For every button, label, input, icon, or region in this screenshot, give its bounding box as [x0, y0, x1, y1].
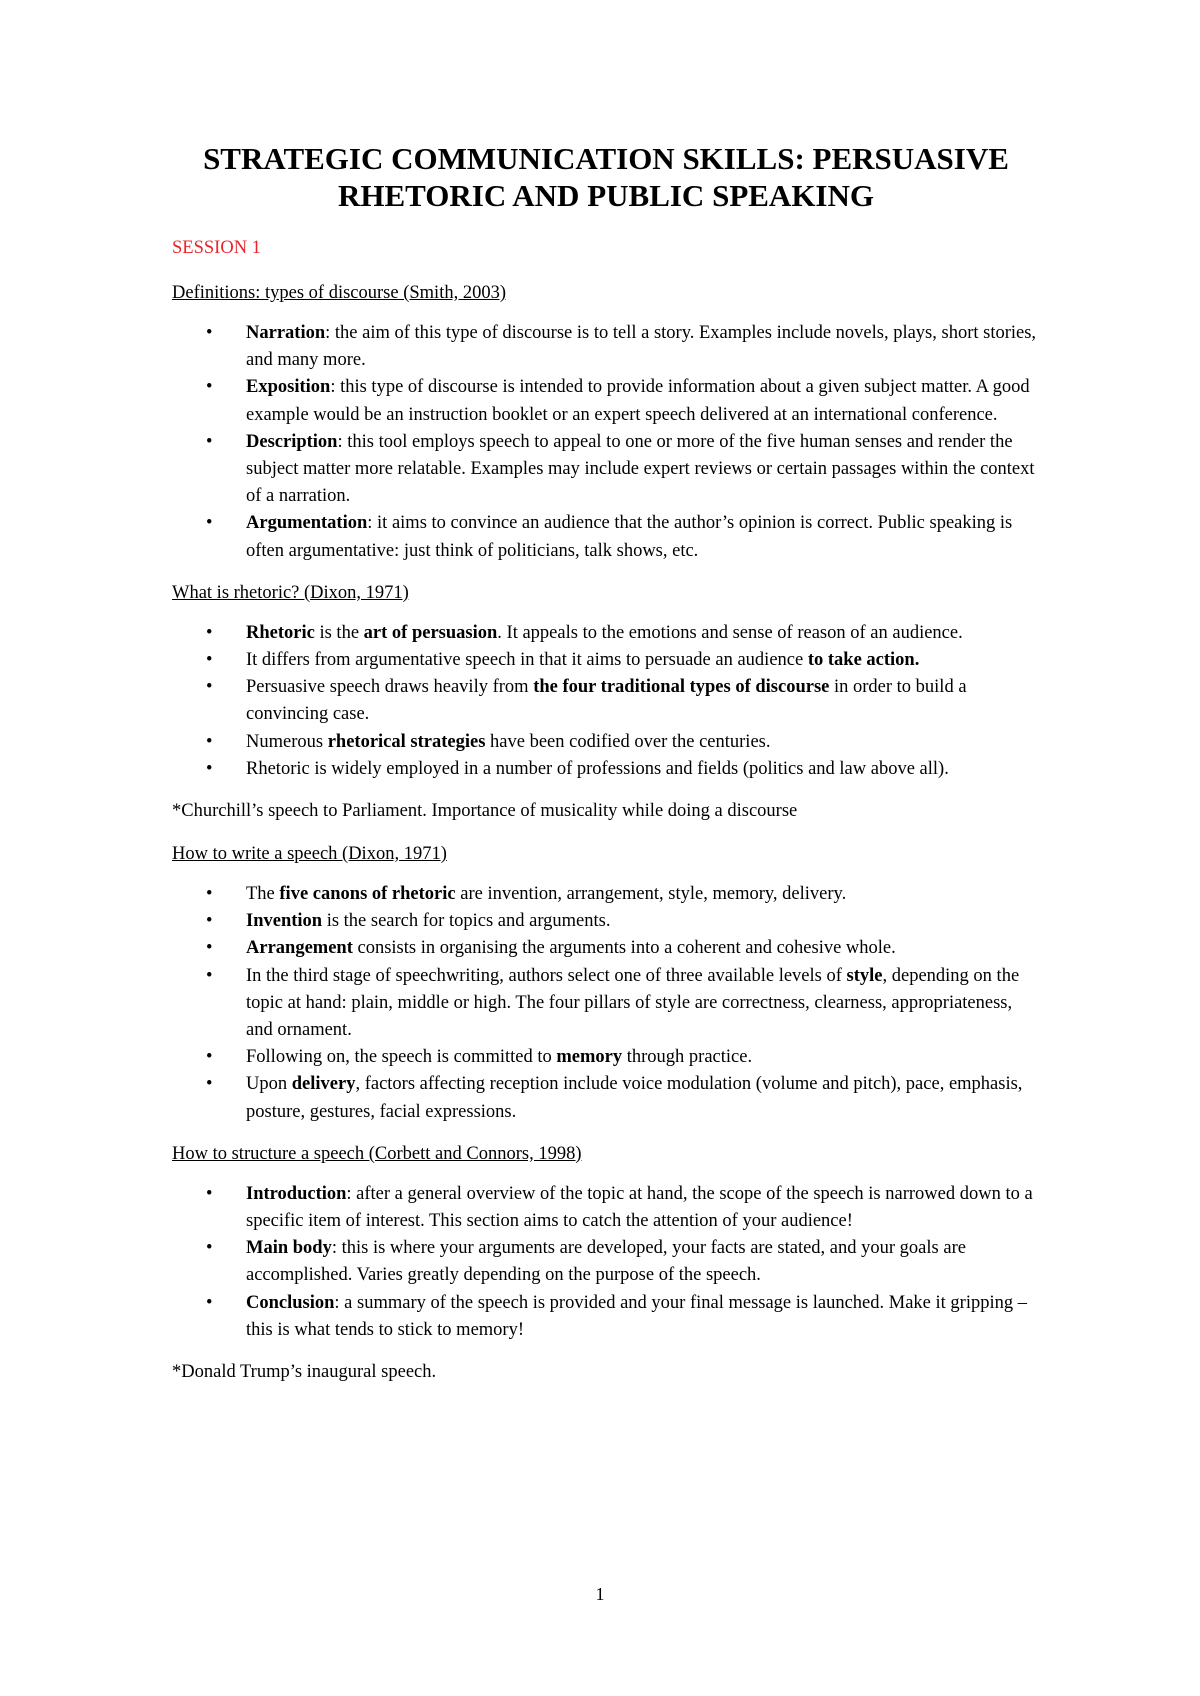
bold-term: Narration: [246, 323, 326, 343]
list-item: [172, 881, 1040, 908]
item-text: Upon: [246, 1074, 292, 1095]
page-number: 1: [595, 1584, 605, 1604]
item-text: is the: [314, 622, 364, 643]
item-text: : the aim of this type of discourse is to tell a story. Examples include novels, plays, short stories, and many more.: [246, 323, 1037, 371]
bullet-icon: •: [206, 965, 213, 986]
item-text: : this tool employs speech to appeal to one or more of the five human senses and render the subject matter more relatable. Examples may include expert reviews or certain passages within the context of a narration.: [246, 431, 1035, 507]
bullet-icon: •: [206, 731, 213, 752]
sections-container: [172, 281, 1040, 1384]
item-text: Persuasive speech draws heavily from: [246, 677, 534, 698]
bullet-icon: •: [206, 1292, 213, 1313]
bullet-icon: •: [206, 377, 213, 398]
list-item: [172, 963, 1040, 1045]
item-text: , depending on the topic at hand: plain, middle or high. The four pillars of style are correctness, clearness, appropriateness, and ornament.: [246, 965, 1020, 1041]
bullet-list: [172, 320, 1040, 565]
item-text: are invention, arrangement, style, memory, delivery.: [455, 884, 847, 905]
bold-term: Description: [246, 431, 338, 452]
item-text: It differs from argumentative speech in that it aims to persuade an audience: [246, 650, 808, 671]
item-text: : it aims to convince an audience that the author’s opinion is correct. Public speaking is often argumentative: just think of politicians, talk shows, etc.: [246, 513, 1013, 561]
bullet-icon: •: [206, 911, 213, 932]
item-text: is the search for topics and arguments.: [322, 911, 611, 932]
list-item: [172, 1181, 1040, 1235]
bold-term: Introduction: [246, 1183, 347, 1204]
bullet-icon: •: [206, 431, 213, 452]
item-text: In the third stage of speechwriting, authors select one of three available levels of: [246, 965, 847, 986]
bold-term: delivery: [291, 1074, 356, 1095]
section-note: *Churchill’s speech to Parliament. Importance of musicality while doing a discourse: [172, 801, 798, 822]
bullet-icon: •: [206, 1183, 213, 1204]
session-label: SESSION 1: [172, 238, 261, 258]
item-text: have been codified over the centuries.: [485, 731, 771, 752]
list-item: [172, 647, 1040, 674]
bullet-icon: •: [206, 1074, 213, 1095]
bold-term: style: [846, 965, 883, 986]
section-heading: Definitions: types of discourse (Smith, 2003): [172, 283, 506, 303]
page-title: STRATEGIC COMMUNICATION SKILLS: PERSUASIVE RHETORIC AND PUBLIC SPEAKING: [203, 141, 1009, 213]
section-heading: What is rhetoric? (Dixon, 1971): [172, 582, 409, 603]
bold-term: Invention: [246, 911, 323, 932]
bullet-icon: •: [206, 650, 213, 671]
bullet-list: [172, 1181, 1040, 1344]
bold-term: to take action.: [807, 650, 920, 671]
document-body: [172, 140, 1040, 1403]
bullet-icon: •: [206, 622, 213, 643]
item-text: , factors affecting reception include voice modulation (volume and pitch), pace, emphasis, posture, gestures, facial expressions.: [246, 1074, 1023, 1122]
list-item: [172, 1071, 1040, 1125]
bold-term: Rhetoric: [246, 622, 315, 643]
bullet-icon: •: [206, 884, 213, 905]
bullet-icon: •: [206, 1238, 213, 1259]
item-text: . It appeals to the emotions and sense of reason of an audience.: [497, 622, 963, 643]
bold-term: art of persuasion: [363, 622, 498, 643]
bullet-icon: •: [206, 513, 213, 534]
list-item: [172, 320, 1040, 374]
bullet-list: [172, 881, 1040, 1126]
list-item: [172, 908, 1040, 935]
list-item: [172, 620, 1040, 647]
item-text: Following on, the speech is committed to: [246, 1047, 557, 1068]
bold-term: rhetorical strategies: [327, 731, 486, 752]
item-text: : a summary of the speech is provided and your final message is launched. Make it gripping – this is what tends to stick to memory!: [246, 1292, 1027, 1340]
bold-term: five canons of rhetoric: [279, 884, 456, 905]
list-item: [172, 674, 1040, 728]
section-heading: How to write a speech (Dixon, 1971): [172, 844, 447, 865]
bold-term: memory: [556, 1047, 623, 1068]
bold-term: Conclusion: [246, 1292, 335, 1313]
bold-term: Arrangement: [246, 938, 353, 959]
list-item: [172, 510, 1040, 564]
bold-term: Argumentation: [246, 513, 368, 534]
bullet-icon: •: [206, 758, 213, 779]
item-text: consists in organising the arguments into a coherent and cohesive whole.: [352, 938, 896, 959]
bold-term: Main body: [246, 1238, 332, 1259]
list-item: [172, 729, 1040, 756]
item-text: : this is where your arguments are developed, your facts are stated, and your goals are accomplished. Varies greatly depending on the purpose of the speech.: [246, 1238, 966, 1286]
list-item: [172, 1290, 1040, 1344]
bullet-icon: •: [206, 1047, 213, 1068]
bullet-icon: •: [206, 938, 213, 959]
section-note: *Donald Trump’s inaugural speech.: [172, 1362, 437, 1383]
bullet-icon: •: [206, 677, 213, 698]
list-item: [172, 935, 1040, 962]
item-text: Numerous: [246, 731, 328, 752]
bold-term: the four traditional types of discourse: [533, 677, 830, 698]
item-text: through practice.: [622, 1047, 753, 1068]
bold-term: Exposition: [246, 377, 331, 398]
list-item: [172, 1235, 1040, 1289]
bullet-icon: •: [206, 323, 213, 343]
item-text: The: [246, 884, 280, 905]
item-text: : after a general overview of the topic at hand, the scope of the speech is narrowed down to a specific item of interest. This section aims to catch the attention of your audience!: [246, 1183, 1033, 1232]
item-text: : this type of discourse is intended to provide information about a given subject matter. A good example would be an instruction booklet or an expert speech delivered at an international conference.: [246, 377, 1030, 425]
item-text: Rhetoric is widely employed in a number of professions and fields (politics and law above all).: [246, 758, 949, 779]
bullet-list: [172, 620, 1040, 783]
section-heading: How to structure a speech (Corbett and Connors, 1998): [172, 1143, 582, 1164]
list-item: [172, 1044, 1040, 1071]
list-item: [172, 374, 1040, 428]
list-item: [172, 429, 1040, 511]
list-item: [172, 756, 1040, 783]
item-text: in order to build a convincing case.: [246, 677, 967, 725]
